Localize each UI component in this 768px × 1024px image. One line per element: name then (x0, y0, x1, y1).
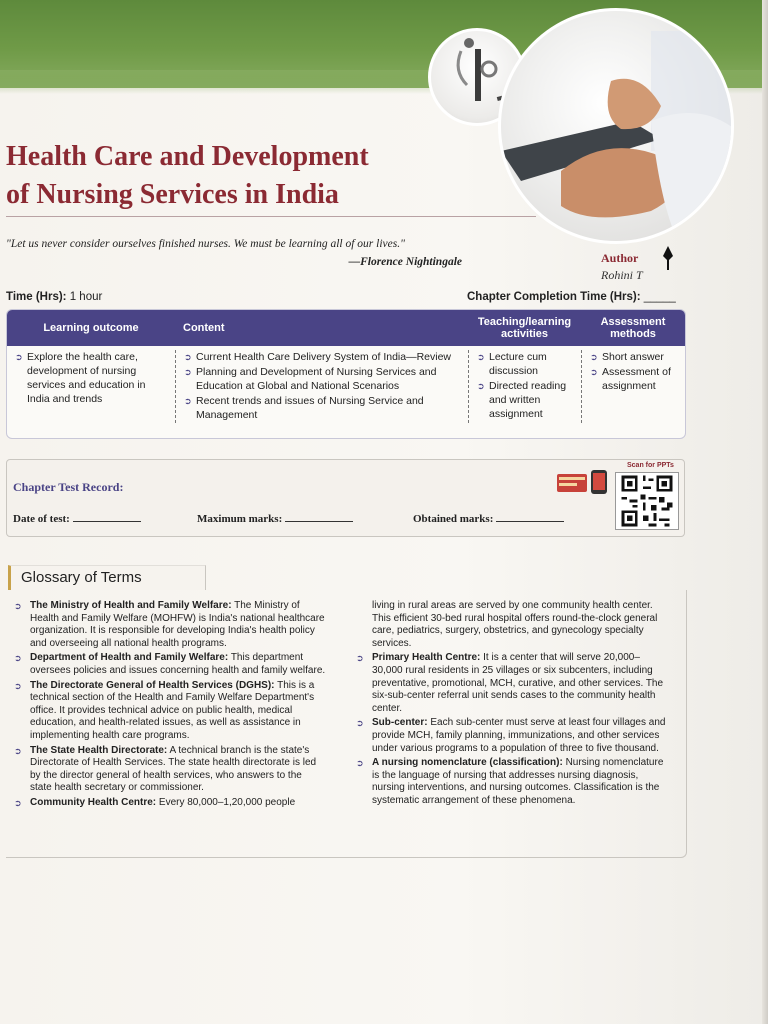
bullet-icon: ➲ (356, 758, 364, 769)
glossary-item: ➲ Primary Health Centre: It is a center that will serve 20,000–30,000 rural residents in 25 villages or six subcenters, including preventative, promotional, MCH, curative, and other services. The six-sub-center referral unit sends cases to the community health center. (356, 652, 664, 714)
completion-time (467, 291, 676, 303)
glossary-item: ➲ A nursing nomenclature (classification): Nursing nomenclature is the language of nursing that addresses nursing diagnosis, nursing interventions, and nursing outcomes. Classification is the systematic arrangement of these phenomena. (356, 757, 664, 806)
list-item: ➲ Current Health Care Delivery System of India—Review (184, 351, 452, 363)
page-edge (762, 0, 768, 1024)
scan-for-ppts-label: Scan for PPTs (627, 462, 674, 469)
title-divider (6, 216, 536, 217)
author-name: Rohini T (601, 268, 643, 282)
content-cell (175, 350, 468, 423)
bullet-icon: ➲ (356, 718, 364, 729)
list-item: ➲ Directed reading and written assignment (477, 380, 567, 420)
epigraph-quote: "Let us never consider ourselves finished nurses. We must be learning all of our lives." (6, 238, 405, 250)
maximum-marks-field[interactable]: Maximum marks: (197, 512, 353, 525)
title-line-2: of Nursing Services in India (6, 179, 339, 210)
learning-outcome-table (6, 309, 686, 439)
glossary-item: ➲ The Ministry of Health and Family Welfare: The Ministry of Health and Family Welfare (MOHFW) is India's national healthcare organization. It is responsible for developing India's health policy and overseeing all national health programs. (14, 600, 325, 649)
obtained-marks-field[interactable]: Obtained marks: (413, 512, 564, 525)
learn-with-badge-icon (555, 468, 613, 496)
completion-label: Chapter Completion Time (Hrs): (467, 291, 641, 303)
header-learning-outcome: Learning outcome (43, 322, 139, 334)
glossary-item: ➲ Community Health Centre: Every 80,000–1,20,000 people (14, 796, 296, 808)
bullet-icon: ➲ (184, 352, 192, 362)
bullet-icon: ➲ (590, 367, 598, 377)
header-content: Content (183, 322, 225, 334)
list-item: ➲ Explore the health care, development of nursing services and education in India and trends (15, 351, 146, 405)
time-label: Time (Hrs): (6, 291, 67, 303)
hands-tablet-photo (498, 8, 734, 244)
list-item: ➲ Short answer (590, 351, 664, 363)
bullet-icon: ➲ (14, 797, 22, 808)
table-header-row (7, 310, 685, 346)
glossary-heading: Glossary of Terms (8, 565, 206, 590)
chapter-test-record (6, 459, 685, 537)
header-assessment: Assessment methods (600, 316, 666, 340)
bullet-icon: ➲ (477, 352, 485, 362)
title-line-1: Health Care and Development (6, 141, 369, 172)
list-item: ➲ Recent trends and issues of Nursing Service and Management (184, 395, 424, 421)
glossary-continuation: living in rural areas are served by one community health center. This efficient 30-bed rural hospital offers round-the-clock general care, pediatrics, surgery, obstetrics, and gynecology specialty services. (372, 600, 658, 649)
glossary-item: ➲ Department of Health and Family Welfare: This department oversees policies and issues concerning health and family welfare. (14, 652, 326, 676)
time-value: 1 hour (69, 291, 103, 303)
pen-nib-icon (662, 246, 674, 270)
bullet-icon: ➲ (14, 653, 22, 664)
completion-blank: _____ (643, 291, 676, 303)
table-body-row (7, 346, 685, 423)
list-item: ➲ Planning and Development of Nursing Services and Education at Global and National Scenarios (184, 366, 437, 392)
bullet-icon: ➲ (14, 745, 22, 756)
glossary-left-column (14, 600, 326, 812)
list-item: ➲ Lecture cum discussion (477, 351, 547, 377)
glossary-right-column (356, 600, 670, 810)
glossary-item: ➲ The State Health Directorate: A technical branch is the state's Directorate of Health Services. The state health directorate is led by the director general of health services, who answers to the state health secretary or commissioner. (14, 744, 317, 794)
bullet-icon: ➲ (14, 680, 22, 691)
date-of-test-field[interactable]: Date of test: (13, 512, 141, 525)
learning-outcome-cell (7, 350, 175, 423)
epigraph-author: —Florence Nightingale (348, 256, 462, 268)
header-activities: Teaching/learning activities (477, 316, 572, 340)
bullet-icon: ➲ (184, 367, 192, 377)
bullet-icon: ➲ (477, 381, 485, 391)
assessment-cell (581, 350, 685, 423)
bullet-icon: ➲ (184, 396, 192, 406)
author-label: Author (601, 251, 639, 265)
glossary-item: ➲ The Directorate General of Health Services (DGHS): This is a technical section of the Health and Family Welfare Department's office. It provides technical advice on public health, medical education, and health-related issues, as well as assistance in implementing health care programs. (14, 679, 315, 741)
time-row (6, 291, 102, 303)
glossary-item: ➲ Sub-center: Each sub-center must serve at least four villages and provide MCH, family planning, immunizations, and other services under various programs to a population of three to five thousand. (356, 717, 666, 754)
bullet-icon: ➲ (15, 352, 23, 362)
list-item: ➲ Assessment of assignment (590, 366, 671, 392)
qr-code-icon[interactable] (615, 472, 679, 530)
chapter-title (6, 138, 486, 214)
bullet-icon: ➲ (356, 653, 364, 664)
activities-cell (468, 350, 581, 423)
bullet-icon: ➲ (590, 352, 598, 362)
test-record-title: Chapter Test Record: (13, 480, 124, 494)
bullet-icon: ➲ (14, 601, 22, 611)
